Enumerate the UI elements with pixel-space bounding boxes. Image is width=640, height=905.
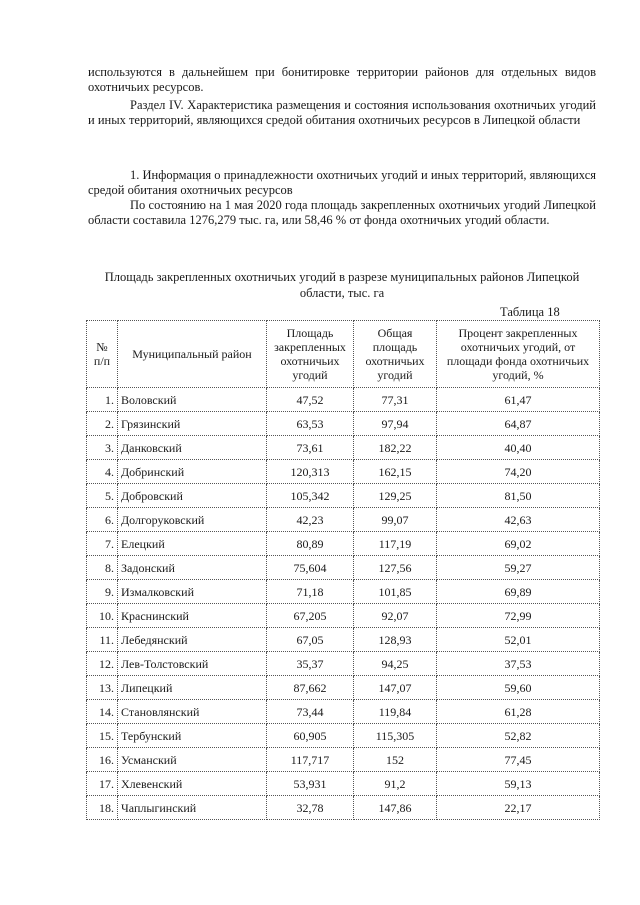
district-name: Долгоруковский: [118, 508, 267, 532]
assigned-area: 35,37: [267, 652, 354, 676]
district-name: Елецкий: [118, 532, 267, 556]
percent-assigned: 74,20: [437, 460, 600, 484]
paragraph-intro: используются в дальнейшем при бонитировке территории районов для отдельных видов охотничьих ресурсов.: [88, 65, 596, 94]
district-name: Воловский: [118, 388, 267, 412]
assigned-area: 63,53: [267, 412, 354, 436]
assigned-area: 105,342: [267, 484, 354, 508]
table-caption: Площадь закрепленных охотничьих угодий в разрезе муниципальных районов Липецкой области, тыс. га: [104, 270, 580, 300]
districts-table: [86, 320, 600, 820]
table-row: [87, 700, 600, 724]
district-name: Лебедянский: [118, 628, 267, 652]
assigned-area: 67,205: [267, 604, 354, 628]
percent-assigned: 61,28: [437, 700, 600, 724]
row-number: 2.: [87, 412, 118, 436]
total-area: 147,86: [354, 796, 437, 820]
table-row: [87, 724, 600, 748]
percent-assigned: 52,82: [437, 724, 600, 748]
district-name: Краснинский: [118, 604, 267, 628]
total-area: 182,22: [354, 436, 437, 460]
assigned-area: 53,931: [267, 772, 354, 796]
table-row: [87, 580, 600, 604]
row-number: 17.: [87, 772, 118, 796]
total-area: 101,85: [354, 580, 437, 604]
assigned-area: 75,604: [267, 556, 354, 580]
district-name: Липецкий: [118, 676, 267, 700]
assigned-area: 73,61: [267, 436, 354, 460]
row-number: 12.: [87, 652, 118, 676]
header-district: Муниципальный район: [118, 321, 267, 388]
percent-assigned: 59,13: [437, 772, 600, 796]
total-area: 152: [354, 748, 437, 772]
total-area: 77,31: [354, 388, 437, 412]
total-area: 128,93: [354, 628, 437, 652]
percent-assigned: 69,02: [437, 532, 600, 556]
percent-assigned: 72,99: [437, 604, 600, 628]
district-name: Задонский: [118, 556, 267, 580]
table-number: Таблица 18: [500, 305, 560, 319]
row-number: 6.: [87, 508, 118, 532]
percent-assigned: 59,27: [437, 556, 600, 580]
percent-assigned: 77,45: [437, 748, 600, 772]
table-row: [87, 436, 600, 460]
percent-assigned: 69,89: [437, 580, 600, 604]
header-assigned-area: Площадь закрепленных охотничьих угодий: [267, 321, 354, 388]
row-number: 14.: [87, 700, 118, 724]
total-area: 162,15: [354, 460, 437, 484]
assigned-area: 71,18: [267, 580, 354, 604]
assigned-area: 117,717: [267, 748, 354, 772]
row-number: 9.: [87, 580, 118, 604]
total-area: 99,07: [354, 508, 437, 532]
percent-assigned: 59,60: [437, 676, 600, 700]
row-number: 7.: [87, 532, 118, 556]
district-name: Добровский: [118, 484, 267, 508]
table-body: [87, 388, 600, 820]
section-heading: Раздел IV. Характеристика размещения и состояния использования охотничьих угодий и иных территорий, являющихся средой обитания охотничьих ресурсов в Липецкой области: [88, 98, 596, 127]
assigned-area: 60,905: [267, 724, 354, 748]
row-number: 4.: [87, 460, 118, 484]
header-percent: Процент закрепленных охотничьих угодий, от площади фонда охотничьих угодий, %: [437, 321, 600, 388]
total-area: 127,56: [354, 556, 437, 580]
district-name: Усманский: [118, 748, 267, 772]
row-number: 3.: [87, 436, 118, 460]
paragraph-summary: По состоянию на 1 мая 2020 года площадь закрепленных охотничьих угодий Липецкой области составила 1276,279 тыс. га, или 58,46 % от фонда охотничьих угодий области.: [88, 198, 596, 227]
percent-assigned: 64,87: [437, 412, 600, 436]
total-area: 115,305: [354, 724, 437, 748]
percent-assigned: 37,53: [437, 652, 600, 676]
assigned-area: 87,662: [267, 676, 354, 700]
assigned-area: 42,23: [267, 508, 354, 532]
district-name: Становлянский: [118, 700, 267, 724]
row-number: 15.: [87, 724, 118, 748]
table-header-row: [87, 321, 600, 388]
total-area: 91,2: [354, 772, 437, 796]
table-row: [87, 748, 600, 772]
table-row: [87, 412, 600, 436]
assigned-area: 67,05: [267, 628, 354, 652]
total-area: 92,07: [354, 604, 437, 628]
total-area: 119,84: [354, 700, 437, 724]
total-area: 129,25: [354, 484, 437, 508]
table-row: [87, 796, 600, 820]
total-area: 147,07: [354, 676, 437, 700]
district-name: Хлевенский: [118, 772, 267, 796]
header-number: № п/п: [87, 321, 118, 388]
table-row: [87, 628, 600, 652]
row-number: 8.: [87, 556, 118, 580]
percent-assigned: 81,50: [437, 484, 600, 508]
district-name: Лев-Толстовский: [118, 652, 267, 676]
table-row: [87, 484, 600, 508]
row-number: 13.: [87, 676, 118, 700]
percent-assigned: 40,40: [437, 436, 600, 460]
table-row: [87, 460, 600, 484]
district-name: Данковский: [118, 436, 267, 460]
row-number: 5.: [87, 484, 118, 508]
header-total-area: Общая площадь охотничьих угодий: [354, 321, 437, 388]
total-area: 97,94: [354, 412, 437, 436]
total-area: 94,25: [354, 652, 437, 676]
percent-assigned: 61,47: [437, 388, 600, 412]
subsection-heading: 1. Информация о принадлежности охотничьих угодий и иных территорий, являющихся средой обитания охотничьих ресурсов: [88, 168, 596, 197]
row-number: 16.: [87, 748, 118, 772]
table-row: [87, 604, 600, 628]
percent-assigned: 22,17: [437, 796, 600, 820]
district-name: Грязинский: [118, 412, 267, 436]
assigned-area: 73,44: [267, 700, 354, 724]
district-name: Чаплыгинский: [118, 796, 267, 820]
assigned-area: 80,89: [267, 532, 354, 556]
table-row: [87, 388, 600, 412]
row-number: 1.: [87, 388, 118, 412]
district-name: Тербунский: [118, 724, 267, 748]
table-row: [87, 508, 600, 532]
assigned-area: 32,78: [267, 796, 354, 820]
percent-assigned: 52,01: [437, 628, 600, 652]
percent-assigned: 42,63: [437, 508, 600, 532]
assigned-area: 47,52: [267, 388, 354, 412]
row-number: 11.: [87, 628, 118, 652]
table-row: [87, 556, 600, 580]
table-row: [87, 772, 600, 796]
table-row: [87, 532, 600, 556]
assigned-area: 120,313: [267, 460, 354, 484]
district-name: Добринский: [118, 460, 267, 484]
row-number: 18.: [87, 796, 118, 820]
total-area: 117,19: [354, 532, 437, 556]
row-number: 10.: [87, 604, 118, 628]
district-name: Измалковский: [118, 580, 267, 604]
table-row: [87, 652, 600, 676]
table-row: [87, 676, 600, 700]
